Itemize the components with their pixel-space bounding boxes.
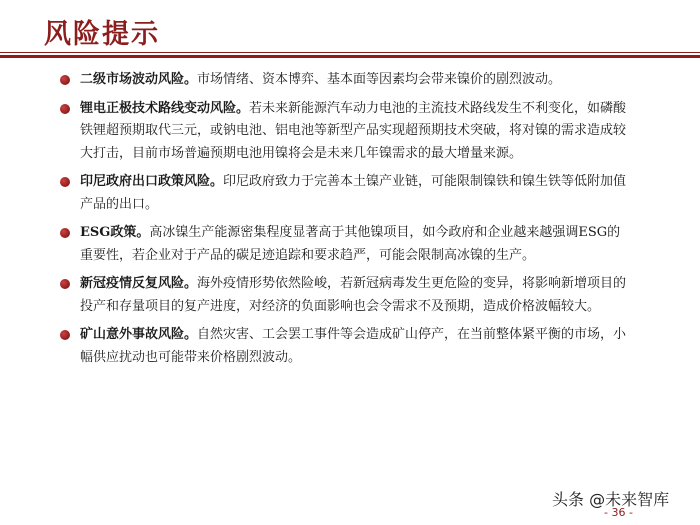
risk-text: 市场情绪、资本博弈、基本面等因素均会带来镍价的剧烈波动。 [197, 72, 562, 87]
title-divider-thick [0, 55, 700, 58]
risk-text: 印尼政府致力于完善本土镍产业链，可能限制镍铁和镍生铁等低附加值产品的出口。 [80, 174, 627, 212]
bullet-dot-icon [60, 330, 70, 340]
risk-text: 海外疫情形势依然险峻，若新冠病毒发生更危险的变异，将影响新增项目的投产和存量项目的复产进度，对经济的负面影响也会令需求不及预期，造成价格波幅较大。 [80, 276, 627, 314]
risk-list [60, 69, 632, 375]
bullet-dot-icon [60, 279, 70, 289]
risk-item [60, 273, 632, 318]
risk-heading: 印尼政府出口政策风险。 [80, 174, 224, 189]
risk-item [60, 171, 632, 216]
page-number: - 36 - [604, 506, 633, 519]
risk-text: 自然灾害、工会罢工事件等会造成矿山停产，在当前整体紧平衡的市场，小幅供应扰动也可能带来价格剧烈波动。 [80, 327, 627, 365]
page-title: 风险提示 [44, 19, 160, 50]
risk-item [60, 69, 632, 92]
risk-heading: 锂电正极技术路线变动风险。 [80, 100, 250, 116]
watermark: 头条 @未来智库 [552, 490, 670, 509]
risk-item [60, 98, 632, 166]
risk-item [60, 324, 632, 369]
bullet-dot-icon [60, 177, 70, 187]
bullet-dot-icon [60, 75, 70, 85]
risk-heading: 矿山意外事故风险。 [80, 327, 198, 342]
risk-item [60, 222, 632, 267]
risk-text: 若未来新能源汽车动力电池的主流技术路线发生不利变化，如磷酸铁锂超预期取代三元，或钠电池、铝电池等新型产品实现超预期技术突破，将对镍的需求造成较大打击，目前市场普遍预期电池用镍将会是未来几年镍需求的最大增量来源。 [80, 100, 627, 161]
risk-text: 高冰镍生产能源密集程度显著高于其他镍项目，如今政府和企业越来越强调ESG的重要性，若企业对于产品的碳足迹追踪和要求趋严，可能会限制高冰镍的生产。 [80, 225, 621, 263]
title-divider [0, 52, 700, 53]
risk-heading: ESG政策。 [80, 225, 150, 240]
risk-heading: 二级市场波动风险。 [80, 72, 198, 87]
bullet-dot-icon [60, 104, 70, 114]
bullet-dot-icon [60, 228, 70, 238]
risk-heading: 新冠疫情反复风险。 [80, 276, 198, 291]
